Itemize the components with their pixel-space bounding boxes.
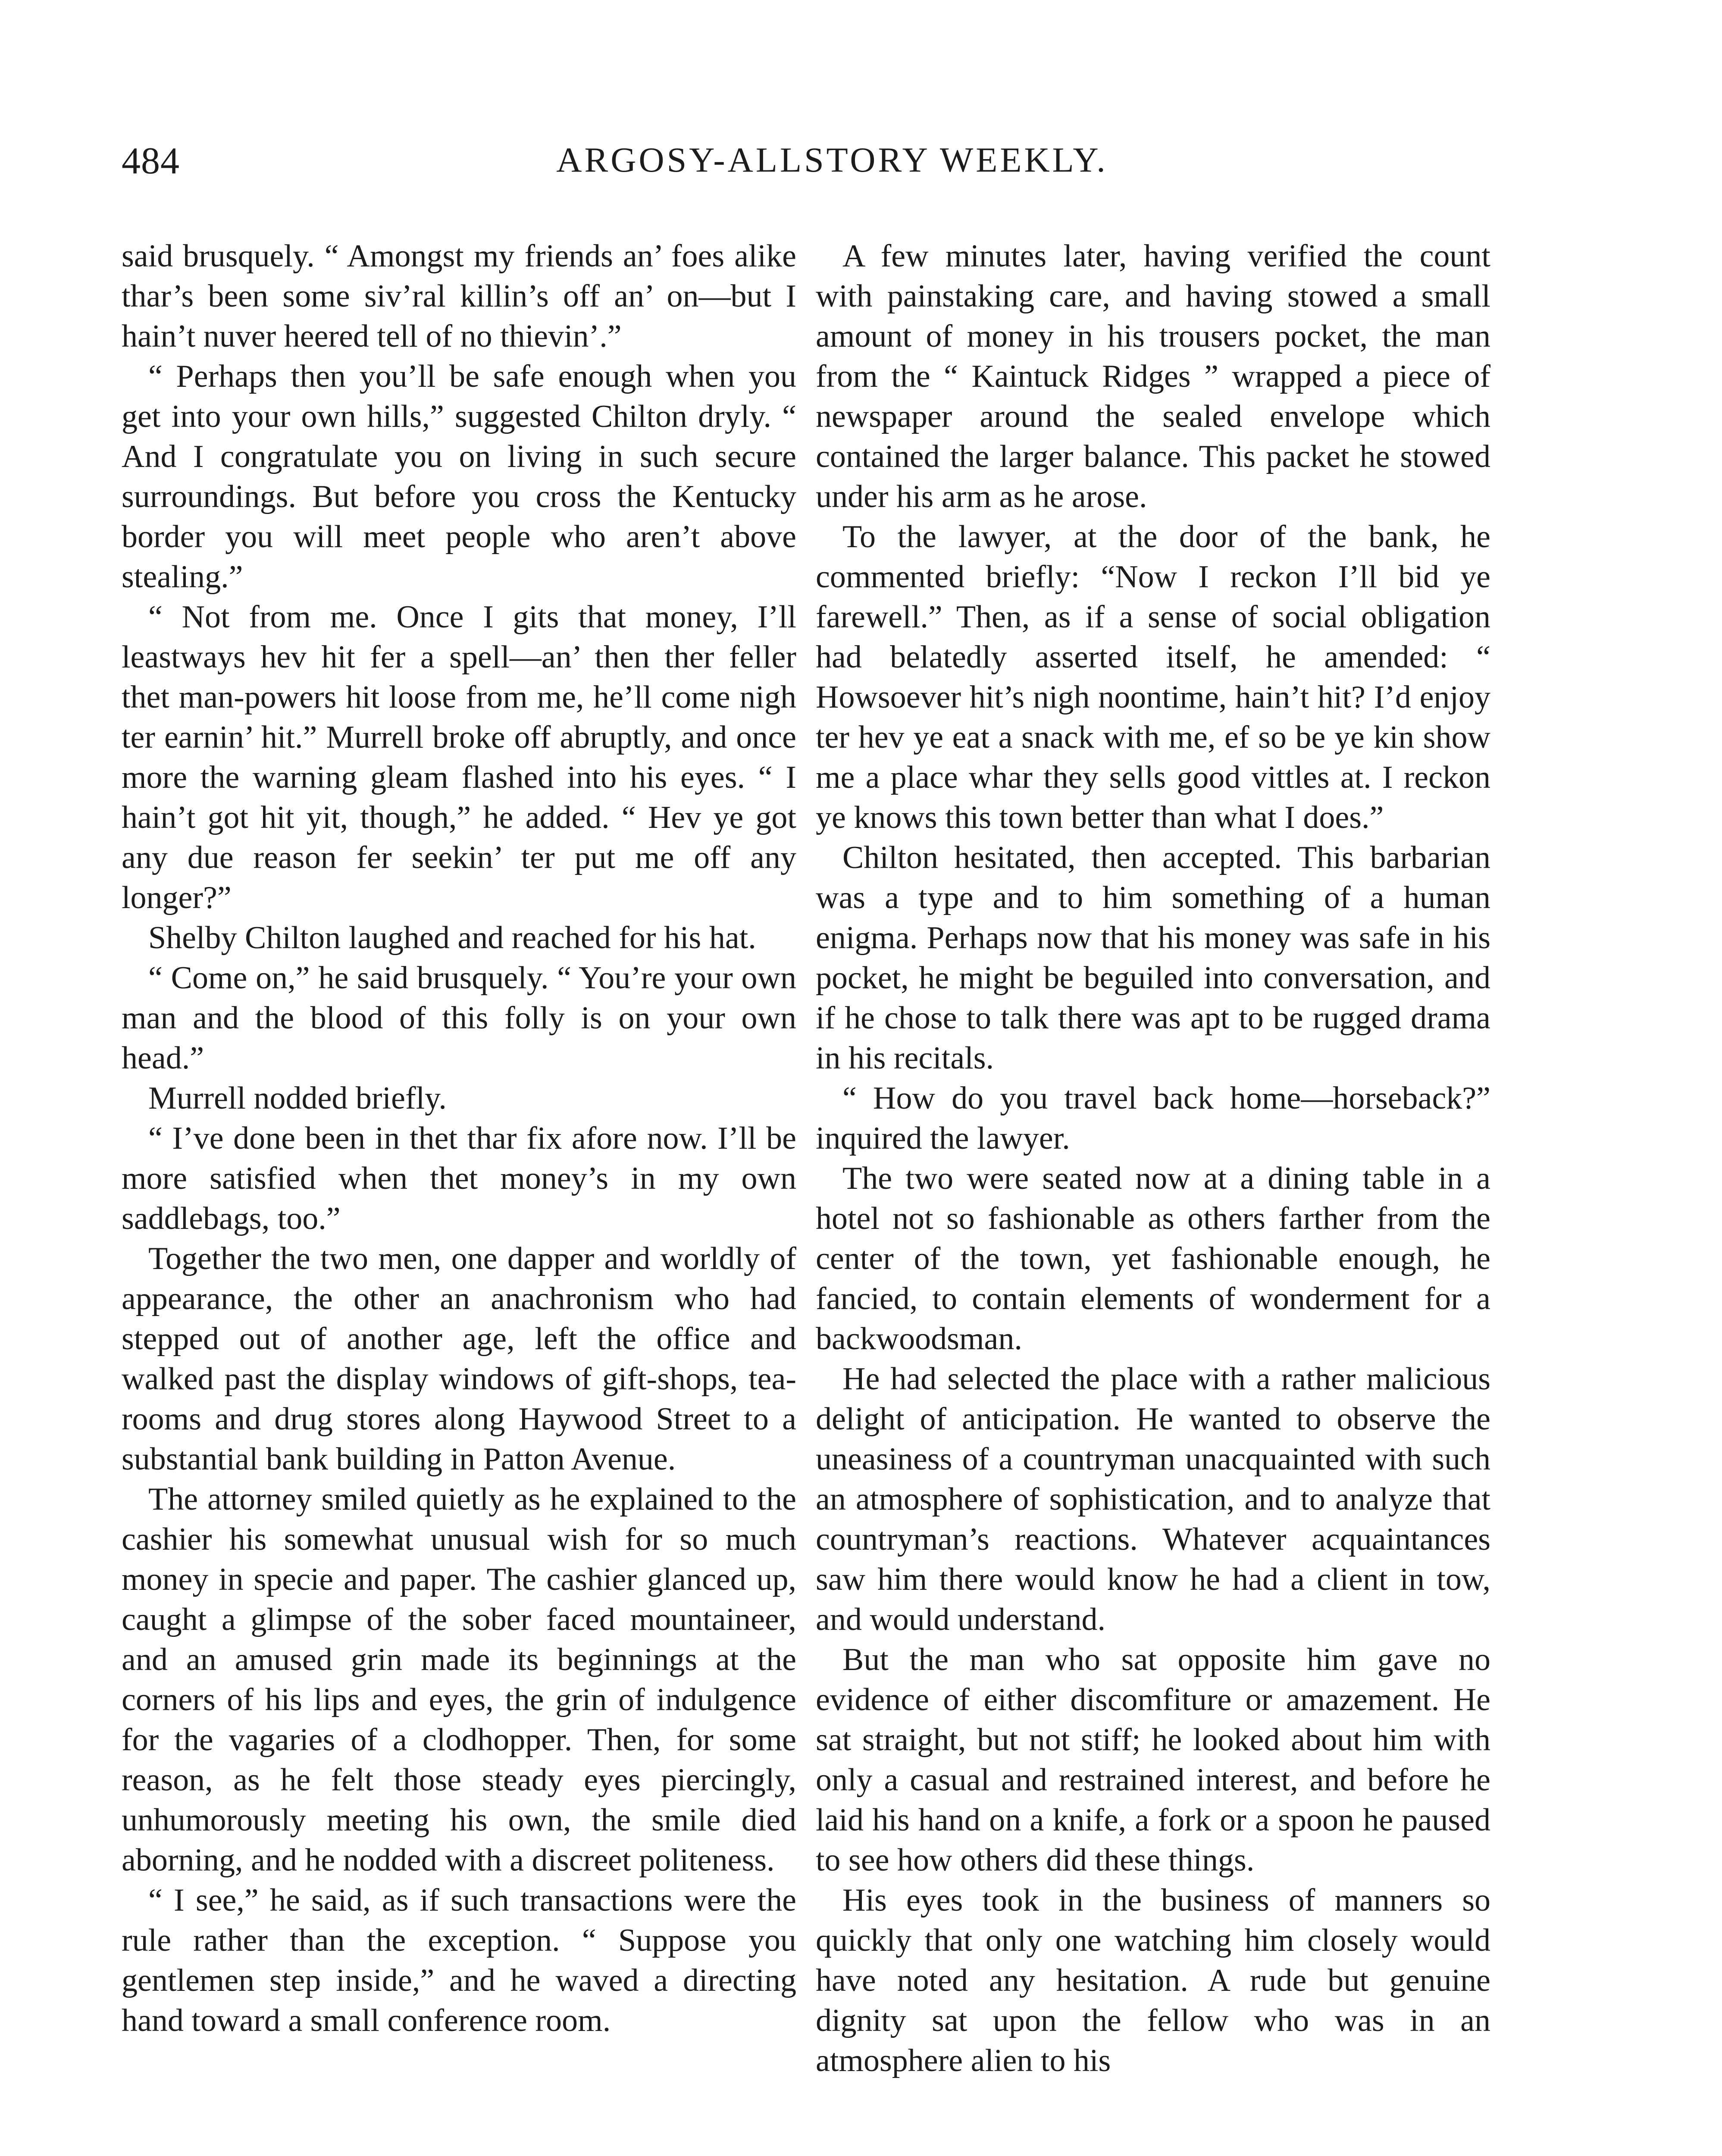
paragraph: A few minutes later, having verified the count with painstaking care, and having stowed a small amount of money in his trousers pocket, the man from the “ Kaintuck Ridges ” wrapped a piece of newspaper around the sealed envelope which contained the larger balance. This packet he stowed under his arm as he arose. bbox=[816, 238, 1490, 514]
paragraph: “ Not from me. Once I gits that money, I’ll leastways hev hit fer a spell—an’ then ther feller thet man-powers hit loose from me, he’ll come nigh ter earnin’ hit.” Murrell broke off abruptly, and once more the warning gleam flashed into his eyes. “ I hain’t got hit yit, though,” he added. “ Hev ye got any due reason fer seekin’ ter put me off any longer?” bbox=[122, 599, 796, 915]
paragraph: To the lawyer, at the door of the bank, he commented briefly: “Now I reckon I’ll bid ye farewell.” Then, as if a sense of social obligation had belatedly asserted itself, he amended: “ Howsoever hit’s nigh noontime, hain’t hit? I’d enjoy ter hev ye eat a snack with me, ef so be ye kin show me a place whar they sells good vittles at. I reckon ye knows this town better than what I does.” bbox=[816, 519, 1490, 835]
paragraph: The two were seated now at a dining table in a hotel not so fashionable as others farther from the center of the town, yet fashionable enough, he fancied, to contain elements of wonderment for a backwoodsman. bbox=[816, 1161, 1490, 1357]
paragraph: He had selected the place with a rather malicious delight of anticipation. He wanted to observe the uneasiness of a countryman unacquainted with such an atmosphere of sophistication, and to analyze that countryman’s reactions. Whatever acquaintances saw him there would know he had a client in tow, and would understand. bbox=[816, 1361, 1490, 1637]
paragraph: Chilton hesitated, then accepted. This barbarian was a type and to him something of a human enigma. Perhaps now that his money was safe in his pocket, he might be beguiled into conversation, and if he chose to talk there was apt to be rugged drama in his recitals. bbox=[816, 840, 1490, 1076]
paragraph: “ Perhaps then you’ll be safe enough when you get into your own hills,” suggested Chilton dryly. “ And I congratulate you on living in such secure surroundings. But before you cross the Kentucky border you will meet people who aren’t above stealing.” bbox=[122, 359, 796, 595]
running-title: ARGOSY-ALLSTORY WEEKLY. bbox=[556, 140, 1108, 179]
paragraph: Together the two men, one dapper and worldly of appearance, the other an anachronism who had stepped out of another age, left the office and walked past the display windows of gift-shops, tea-rooms and drug stores along Haywood Street to a substantial bank building in Patton Avenue. bbox=[122, 1241, 796, 1477]
paragraph: “ I’ve done been in thet thar fix afore now. I’ll be more satisfied when thet money’s in my own saddlebags, too.” bbox=[122, 1121, 796, 1236]
left-column bbox=[122, 236, 796, 2041]
paragraph: “ I see,” he said, as if such transactions were the rule rather than the exception. “ Suppose you gentlemen step inside,” and he waved a directing hand toward a small conference room. bbox=[122, 1883, 796, 2038]
paragraph: His eyes took in the business of manners so quickly that only one watching him closely would have noted any hesitation. A rude but genuine dignity sat upon the fellow who was in an atmosphere alien to his bbox=[816, 1883, 1490, 2078]
right-column bbox=[816, 236, 1490, 2081]
paragraph: The attorney smiled quietly as he explained to the cashier his somewhat unusual wish for so much money in specie and paper. The cashier glanced up, caught a glimpse of the sober faced mountaineer, and an amused grin made its beginnings at the corners of his lips and eyes, the grin of indulgence for the vagaries of a clodhopper. Then, for some reason, as he felt those steady eyes piercingly, unhumorously meeting his own, the smile died aborning, and he nodded with a discreet politeness. bbox=[122, 1482, 796, 1878]
page-number: 484 bbox=[122, 140, 180, 182]
paragraph: “ Come on,” he said brusquely. “ You’re your own man and the blood of this folly is on your own head.” bbox=[122, 960, 796, 1076]
paragraph: But the man who sat opposite him gave no evidence of either discomfiture or amazement. He sat straight, but not stiff; he looked about him with only a casual and restrained interest, and before he laid his hand on a knife, a fork or a spoon he paused to see how others did these things. bbox=[816, 1642, 1490, 1878]
paragraph: said brusquely. “ Amongst my friends an’ foes alike thar’s been some siv’ral killin’s off an’ on—but I hain’t nuver heered tell of no thievin’.” bbox=[122, 238, 796, 354]
paragraph: Shelby Chilton laughed and reached for his hat. bbox=[148, 920, 756, 956]
paragraph: “ How do you travel back home—horseback?” inquired the lawyer. bbox=[816, 1081, 1490, 1156]
paragraph: Murrell nodded briefly. bbox=[148, 1081, 447, 1116]
